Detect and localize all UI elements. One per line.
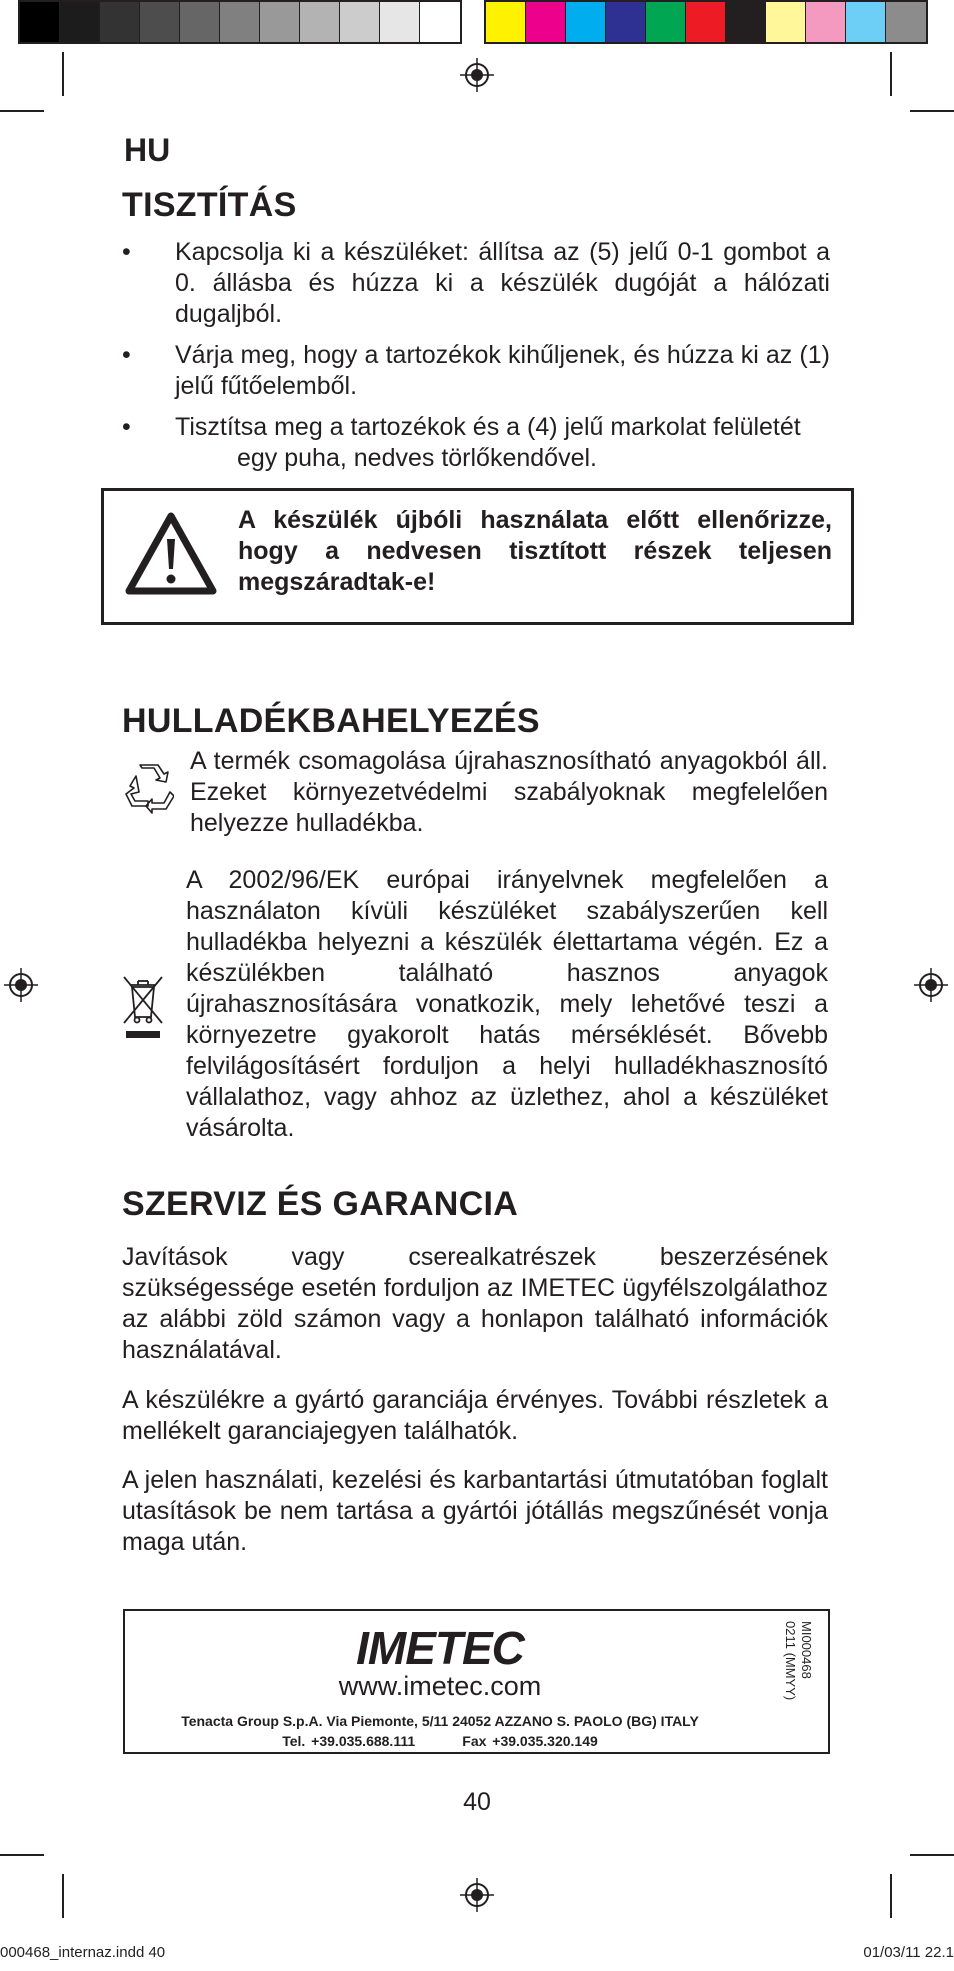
service-title: SZERVIZ ÉS GARANCIA xyxy=(122,1185,519,1223)
warning-icon xyxy=(124,511,218,597)
crop-mark xyxy=(890,1874,892,1918)
crop-mark xyxy=(910,110,954,112)
color-swatch xyxy=(846,2,886,42)
bullet-icon: • xyxy=(122,341,131,369)
color-swatch xyxy=(766,2,806,42)
color-swatch xyxy=(180,2,220,42)
packaging-disposal-text: A termék csomagolása újrahasznosítható anyagokból áll. Ezeket környezetvédelmi szabályoknak megfelelően helyezze hulladékba. xyxy=(190,747,828,837)
crop-mark xyxy=(910,1854,954,1856)
weee-directive-text: A 2002/96/EK európai irányelvnek megfelelően a használaton kívüli készüléket szabályszerűen kell hulladékba helyezni a készülék élettartama végén. Ez a készülékben található hasznos anyagok újrahasznosítására vonatkozik, mely lehetővé teszi a környezetre gyakorolt hatás mérséklését. Bővebb felvilágosításért forduljon a helyi hulladékhasznosító vállalathoz, vagy ahhoz az üzlethez, ahol a készüléket vásárolta. xyxy=(186,866,828,1142)
grayscale-color-bar xyxy=(18,0,462,44)
color-swatch xyxy=(20,2,60,42)
color-swatch xyxy=(726,2,766,42)
color-swatch xyxy=(606,2,646,42)
registration-mark-icon xyxy=(460,58,494,92)
cleaning-list xyxy=(122,237,830,484)
page-number: 40 xyxy=(463,1788,491,1816)
color-swatch xyxy=(420,2,460,42)
product-code: MI000468 xyxy=(799,1621,814,1679)
file-slug: 000468_internaz.indd 40 xyxy=(0,1944,166,1961)
list-item xyxy=(122,340,830,402)
color-swatch xyxy=(646,2,686,42)
service-paragraph-2: A készülékre a gyártó garanciája érvényes. További részletek a mellékelt garanciajegyen találhatók. xyxy=(122,1386,828,1445)
bullet-icon: • xyxy=(122,238,131,266)
registration-mark-icon xyxy=(4,968,38,1002)
process-color-bar xyxy=(484,0,928,44)
date-slug: 01/03/11 22.1 xyxy=(863,1944,954,1961)
list-item-text: Kapcsolja ki a készüléket: állítsa az (5) jelű 0-1 gombot a 0. állásba és húzza ki a készülék dugóját a hálózati dugaljból. xyxy=(175,238,830,328)
language-code: HU xyxy=(124,132,171,168)
color-swatch xyxy=(380,2,420,42)
color-swatch xyxy=(100,2,140,42)
color-swatch xyxy=(566,2,606,42)
color-swatch xyxy=(340,2,380,42)
color-swatch xyxy=(686,2,726,42)
fax-number: Fax +39.035.320.149 xyxy=(462,1733,598,1749)
color-swatch xyxy=(486,2,526,42)
registration-mark-icon xyxy=(914,968,948,1002)
website-link[interactable]: www.imetec.com xyxy=(338,1671,542,1701)
color-swatch xyxy=(886,2,926,42)
registration-mark-icon xyxy=(460,1878,494,1912)
company-address: Tenacta Group S.p.A. Via Piemonte, 5/11 24052 AZZANO S. PAOLO (BG) ITALY xyxy=(181,1713,699,1729)
crop-mark xyxy=(62,1874,64,1918)
recycle-icon xyxy=(122,762,174,814)
warning-box xyxy=(101,488,854,625)
contact-numbers xyxy=(125,1733,755,1749)
color-swatch xyxy=(140,2,180,42)
list-item-text: Tisztítsa meg a tartozékok és a (4) jelű markolat felületét xyxy=(175,413,801,441)
list-item-text-continued: egy puha, nedves törlőkendővel. xyxy=(237,444,597,472)
disposal-title: HULLADÉKBAHELYEZÉS xyxy=(122,702,540,740)
service-paragraph-1: Javítások vagy cserealkatrészek beszerzésének szükségessége esetén forduljon az IMETEC ügyfélszolgálathoz az alábbi zöld számon vagy a honlapon található információk használatával. xyxy=(122,1243,828,1364)
color-swatch xyxy=(260,2,300,42)
crop-mark xyxy=(0,1854,44,1856)
crop-mark xyxy=(890,52,892,96)
list-item-text: Várja meg, hogy a tartozékok kihűljenek, és húzza ki az (1) jelű fűtőelemből. xyxy=(175,341,830,400)
service-paragraph-3: A jelen használati, kezelési és karbantartási útmutatóban foglalt utasítások be nem tartása a gyártói jótállás megszűnését vonja maga után. xyxy=(122,1466,828,1556)
crop-mark xyxy=(62,52,64,96)
date-code: 0211 (MMYY) xyxy=(783,1621,798,1701)
warning-text: A készülék újbóli használata előtt ellenőrizze, hogy a nedvesen tisztított részek teljesen megszáradtak-e! xyxy=(238,506,832,596)
imetec-logo: IMETEC xyxy=(356,1622,524,1674)
color-swatch xyxy=(526,2,566,42)
phone-number: Tel. +39.035.688.111 xyxy=(282,1733,416,1749)
product-codes xyxy=(780,1621,820,1741)
color-swatch xyxy=(806,2,846,42)
manufacturer-info-box xyxy=(123,1609,830,1754)
crop-mark xyxy=(0,110,44,112)
bullet-icon: • xyxy=(122,413,131,441)
list-item xyxy=(122,412,830,474)
crossed-out-bin-icon xyxy=(122,975,164,1039)
color-swatch xyxy=(300,2,340,42)
color-swatch xyxy=(220,2,260,42)
list-item xyxy=(122,237,830,330)
cleaning-title: TISZTÍTÁS xyxy=(122,186,297,224)
color-swatch xyxy=(60,2,100,42)
